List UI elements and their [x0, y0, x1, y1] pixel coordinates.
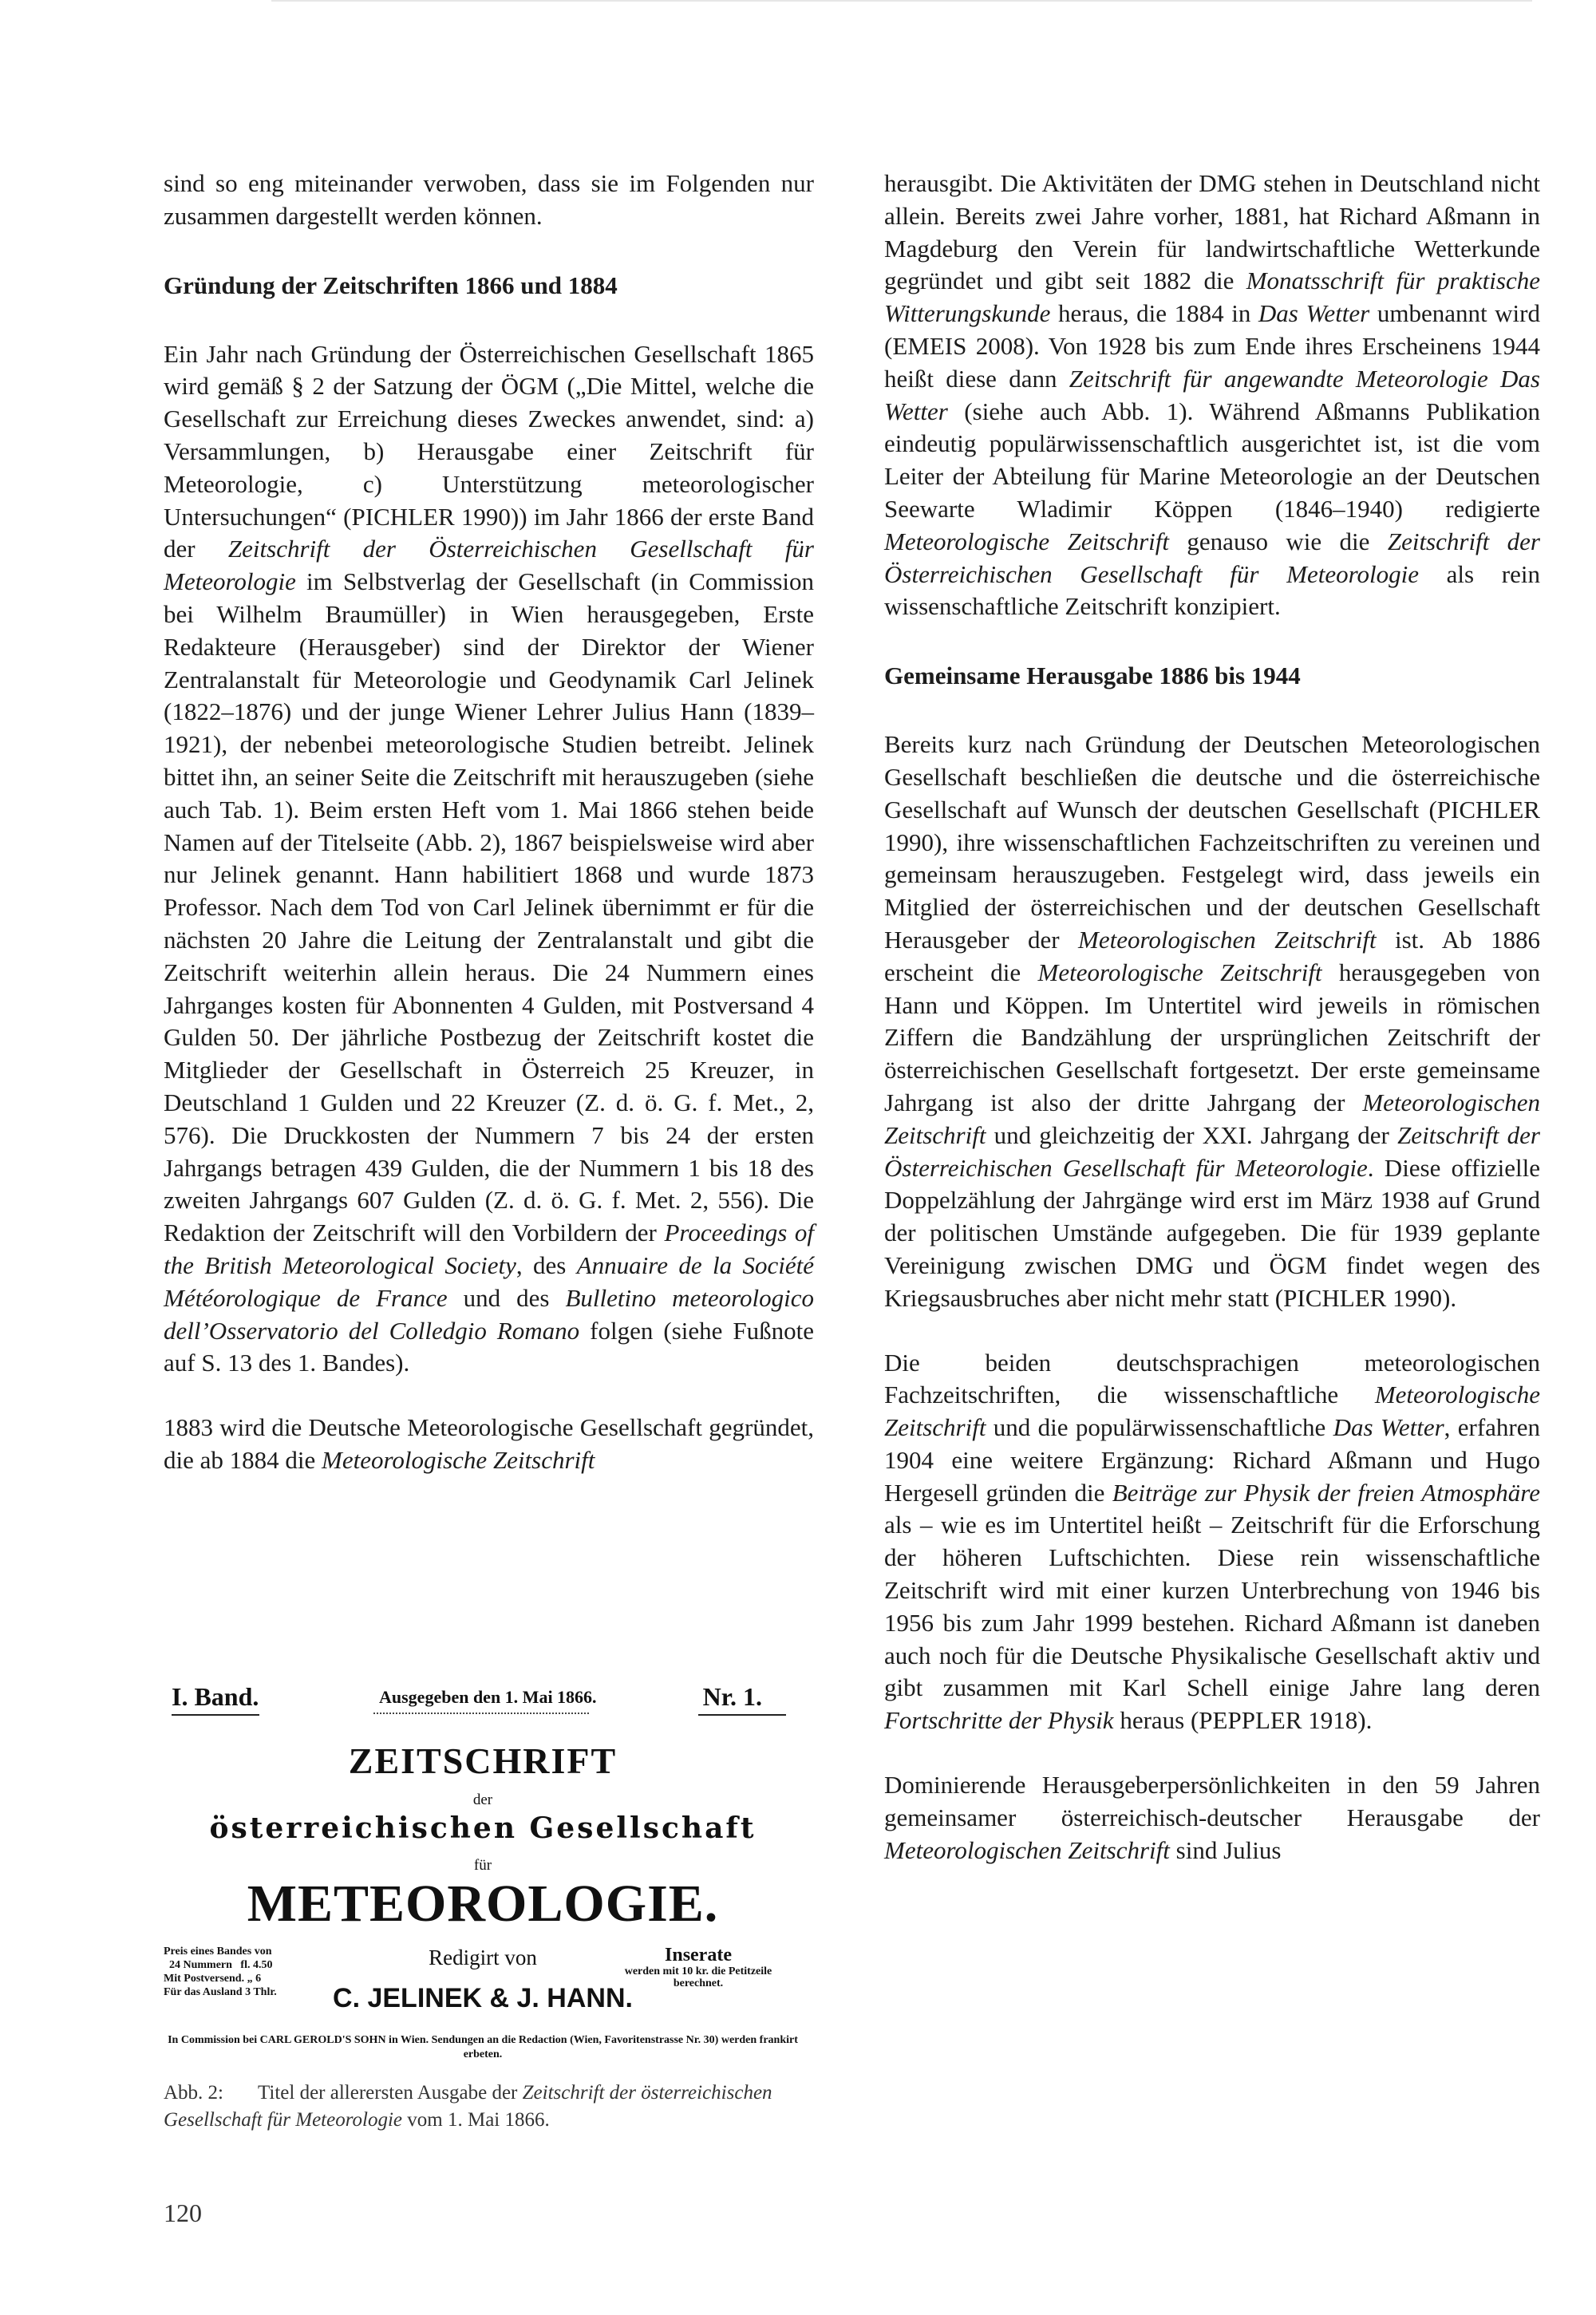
figure-issue-date: Ausgegeben den 1. Mai 1866. [379, 1687, 597, 1707]
figure-editors: C. JELINEK & J. HANN. [333, 1983, 633, 2013]
journal-title: Beiträge zur Physik der freien Atmosphäre [1112, 1478, 1540, 1507]
journal-title: Proceedings of the British Meteorological Society [164, 1219, 815, 1279]
journal-title: Zeitschrift der Österreichischen Gesellschaft für Meteorologie [884, 1120, 1540, 1182]
fachzeitschriften-paragraph: Die beiden deutschsprachigen meteorologischen Fachzeitschriften, die wissenschaftliche Meteorologische Zeitschrift und die populärwissenschaftliche Das Wetter, erfahren 1904 eine weitere Ergänzung: Richard Aßmann und Hugo Hergesell gründen die Beiträge zur Physik der freien Atmosphäre als – wie es im Untertitel heißt – Zeitschrift für die Erforschung der höheren Luftschichten. Diese rein wissenschaftliche Zeitschrift wird mit einer kurzen Unterbrechung von 1946 bis 1956 bis zum Jahr 1999 bestehen. Richard Aßmann ist daneben auch noch für die Deutsche Physikalische Gesellschaft aktiv und gibt zusammen mit Karl Schell einige Jahre lang deren Fortschritte der Physik heraus (PEPPLER 1918). [884, 1348, 1541, 1735]
figure-title: ZEITSCHRIFT [348, 1740, 618, 1781]
figure-price: Preis eines Bandes von 24 Nummern fl. 4.50 Mit Postversend. „ 6 Für das Ausland 3 Thlr. [164, 1946, 277, 1998]
section-heading-joint: Gemeinsame Herausgabe 1886 bis 1944 [884, 662, 1301, 690]
figure-der: der [472, 1792, 493, 1808]
journal-title: Meteorologischen Zeitschrift [884, 1088, 1540, 1149]
journal-title: Zeitschrift der Österreichischen Gesellschaft für Meteorologie [164, 535, 814, 596]
journal-title: Meteorologische Zeitschrift [322, 1445, 595, 1474]
page-number: 120 [164, 2198, 202, 2227]
journal-title: Zeitschrift für angewandte Meteorologie Das Wetter [884, 364, 1540, 425]
journal-title: Monatsschrift für praktische Witterungskunde [884, 267, 1540, 328]
journal-title: Annuaire de la Société Météorologique de France [164, 1250, 814, 1312]
founding-paragraph: Ein Jahr nach Gründung der Österreichischen Gesellschaft 1865 wird gemäß § 2 der Satzung der ÖGM („Die Mittel, welche die Gesellschaft zur Erreichung dieses Zweckes anwendet, sind: a) Versammlungen, b) Herausgabe einer Zeitschrift für Meteorologie, c) Unterstützung meteorologischer Untersuchungen“ (PICHLER 1990)) im Jahr 1866 der erste Band der Zeitschrift der Österreichischen Gesellschaft für Meteorologie im Selbstverlag der Gesellschaft (in Commission bei Wilhelm Braumüller) in Wien herausgegeben, Erste Redakteure (Herausgeber) sind der Direktor der Wiener Zentralanstalt für Meteorologie und Geodynamik Carl Jelinek (1822–1876) und der junge Wiener Lehrer Julius Hann (1839–1921), der nebenbei meteorologische Studien betreibt. Jelinek bittet ihn, an seiner Seite die Zeitschrift mit herauszugeben (siehe auch Tab. 1). Beim ersten Heft vom 1. Mai 1866 stehen beide Namen auf der Titelseite (Abb. 2), 1867 beispielsweise wird aber nur Jelinek genannt. Hann habilitiert 1868 und wurde 1873 Professor. Nach dem Tod von Carl Jelinek übernimmt er für die nächsten 20 Jahre die Leitung der Zentralanstalt und gibt die Zeitschrift weiterhin allein heraus. Die 24 Nummern eines Jahrganges kosten für Abonnenten 4 Gulden, mit Postversand 4 Gulden 50. Der jährliche Postbezug der Zeitschrift kostet die Mitglieder der Gesellschaft in Österreich 25 Kreuzer, in Deutschland 1 Gulden und 22 Kreuzer (Z. d. ö. G. f. Met., 2, 576). Die Druckkosten der Nummern 7 bis 24 der ersten Jahrgangs betragen 439 Gulden, die der Nummern 1 bis 18 des zweiten Jahrgangs 607 Gulden (Z. d. ö. G. f. Met. 2, 556). Die Redaktion der Zeitschrift will den Vorbildern der Proceedings of the British Meteorological Society, des Annuaire de la Société Météorologique de France und des Bulletino meteorologico dell’Osservatorio del Colledgio Romano folgen (siehe Fußnote auf S. 13 des 1. Bandes). [164, 339, 815, 1377]
joint-paragraph: Bereits kurz nach Gründung der Deutschen Meteorologischen Gesellschaft beschließen die deutsche und die österreichische Gesellschaft auf Wunsch der deutschen Gesellschaft (PICHLER 1990), ihre wissenschaftlichen Fachzeitschriften zu vereinen und gemeinsam herauszugeben. Festgelegt wird, dass jeweils ein Mitglied der österreichischen und der deutschen Gesellschaft Herausgeber der Meteorologischen Zeitschrift ist. Ab 1886 erscheint die Meteorologische Zeitschrift herausgegeben von Hann und Köppen. Im Untertitel wird jeweils in römischen Ziffern die Bandzählung der ursprünglichen Zeitschrift der österreichischen Gesellschaft fortgesetzt. Der erste gemeinsame Jahrgang ist also der dritte Jahrgang der Meteorologischen Zeitschrift und gleichzeitig der XXI. Jahrgang der Zeitschrift der Österreichischen Gesellschaft für Meteorologie. Diese offizielle Doppelzählung der Jahrgänge wird erst im März 1938 auf Grund der politischen Umstände aufgegeben. Die für 1939 geplante Vereinigung zwischen DMG und ÖGM findet wegen des Kriegsausbruches aber nicht mehr statt (PICHLER 1990). [884, 730, 1540, 1312]
left-column [164, 168, 814, 1477]
herausgeber-paragraph: Dominierende Herausgeberpersönlichkeiten in den 59 Jahren gemeinsamer österreichisch-deutscher Herausgabe der Meteorologischen Zeitschrift sind Julius [884, 1771, 1540, 1864]
journal-title: Bulletino meteorologico dell’Osservatorio del Colledgio Romano [164, 1283, 814, 1345]
journal-title: Das Wetter [1333, 1413, 1444, 1442]
journal-title: Das Wetter [1258, 299, 1370, 328]
journal-title: Meteorologische Zeitschrift [1037, 958, 1322, 986]
figure-number: Nr. 1. [702, 1682, 762, 1711]
section-heading-founding: Gründung der Zeitschriften 1866 und 1884 [164, 271, 618, 299]
figure-inserate [614, 1945, 782, 1989]
journal-title: Meteorologischen Zeitschrift [1078, 925, 1377, 954]
figure-fuer: für [473, 1857, 492, 1874]
figure-inserate-text: werden mit 10 kr. die Petitzeile berechnet. [624, 1965, 772, 1989]
journal-title: Meteorologische Zeitschrift [884, 1381, 1540, 1442]
figure-redigirt: Redigirt von [429, 1946, 537, 1969]
figure-band: I. Band. [172, 1682, 259, 1711]
journal-title: Meteorologische Zeitschrift [884, 527, 1170, 555]
figure-title-page [164, 1676, 802, 2067]
figure-commission: In Commission bei CARL GEROLD'S SOHN in Wien. Sendungen an die Redaction (Wien, Favoritenstrasse Nr. 30) werden frankirt erbeten. [168, 2034, 798, 2060]
figure-meteorologie: METEOROLOGIE. [247, 1875, 719, 1933]
top-rule [271, 0, 1532, 2]
journal-title: Meteorologischen Zeitschrift [884, 1835, 1170, 1864]
dmg-continuation-paragraph: herausgibt. Die Aktivitäten der DMG stehen in Deutschland nicht allein. Bereits zwei Jahre vorher, 1881, hat Richard Aßmann in Magdeburg den Verein für landwirtschaftliche Wetterkunde gegründet und gibt seit 1882 die Monatsschrift für praktische Witterungskunde heraus, die 1884 in Das Wetter umbenannt wird (EMEIS 2008). Von 1928 bis zum Ende ihres Erscheinens 1944 heißt diese dann Zeitschrift für angewandte Meteorologie Das Wetter (siehe auch Abb. 1). Während Aßmanns Publikation eindeutig populärwissenschaftlich ausgerichtet ist, ist die vom Leiter der Abteilung für Marine Meteorologie an der Deutschen Seewarte Wladimir Köppen (1846–1940) redigierte Meteorologische Zeitschrift genauso wie die Zeitschrift der Österreichischen Gesellschaft für Meteorologie als rein wissenschaftliche Zeitschrift konzipiert. [884, 169, 1540, 621]
caption-label: Abb. 2: [164, 2082, 223, 2104]
journal-title: Zeitschrift der Österreichischen Gesellschaft für Meteorologie [884, 527, 1540, 588]
journal-title: Fortschritte der Physik [884, 1706, 1114, 1735]
figure-inserate-title: Inserate [665, 1945, 732, 1965]
dmg-paragraph: 1883 wird die Deutsche Meteorologische Gesellschaft gegründet, die ab 1884 die Meteorologische Zeitschrift [164, 1413, 814, 1474]
figure-caption: Abb. 2: Titel der allerersten Ausgabe der Zeitschrift der österreichischen Gesellschaft für Meteorologie vom 1. Mai 1866. [164, 2080, 810, 2134]
right-column [884, 168, 1540, 1867]
intro-paragraph: sind so eng miteinander verwoben, dass sie im Folgenden nur zusammen dargestellt werden können. [164, 169, 814, 230]
figure-society: österreichischen Gesellschaft [209, 1811, 757, 1845]
